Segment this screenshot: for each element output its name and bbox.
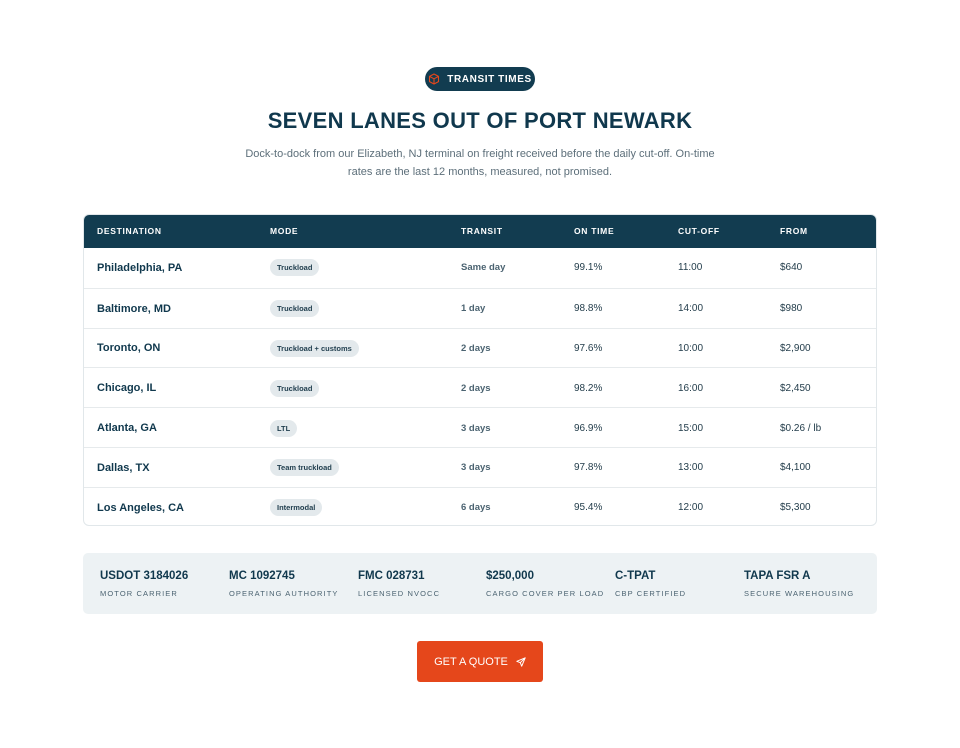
mode-cell — [270, 289, 319, 329]
header-destination: DESTINATION — [97, 226, 162, 236]
transit-cell: 3 days — [461, 422, 491, 434]
destination-cell: Dallas, TX — [97, 461, 150, 474]
credential-fmc — [358, 570, 440, 598]
header-from: FROM — [780, 226, 808, 236]
mode-cell — [270, 408, 297, 448]
header-on-time: ON TIME — [574, 226, 615, 236]
table-row — [84, 288, 876, 328]
price-cell: $980 — [780, 303, 803, 315]
price-cell: $2,900 — [780, 342, 811, 354]
credential-tapa — [744, 570, 854, 598]
credential-subtitle: SECURE WAREHOUSING — [744, 589, 855, 598]
on-time-cell: 99.1% — [574, 262, 603, 274]
on-time-cell: 96.9% — [574, 422, 603, 434]
mode-pill: Team truckload — [270, 459, 339, 476]
credential-title: C-TPAT — [615, 570, 656, 582]
table-header — [84, 215, 876, 248]
table-row — [84, 407, 876, 447]
table-row — [84, 328, 876, 368]
credential-title: FMC 028731 — [358, 570, 425, 582]
destination-cell: Chicago, IL — [97, 382, 157, 395]
price-cell: $4,100 — [780, 462, 811, 474]
cutoff-cell: 15:00 — [678, 422, 704, 434]
box-icon — [428, 73, 440, 85]
transit-cell: 6 days — [461, 502, 491, 514]
credential-subtitle: CBP CERTIFIED — [615, 589, 687, 598]
cutoff-cell: 16:00 — [678, 382, 704, 394]
table-row — [84, 367, 876, 407]
mode-pill: Intermodal — [270, 499, 322, 516]
cutoff-cell: 12:00 — [678, 502, 704, 514]
on-time-cell: 98.8% — [574, 303, 603, 315]
transit-cell: 2 days — [461, 382, 491, 394]
destination-cell: Atlanta, GA — [97, 422, 157, 435]
cutoff-cell: 11:00 — [678, 262, 703, 274]
credential-title: $250,000 — [486, 570, 534, 582]
mode-pill: Truckload — [270, 380, 319, 397]
section-badge — [425, 67, 535, 91]
mode-pill: Truckload — [270, 300, 319, 317]
header-transit: TRANSIT — [461, 226, 503, 236]
mode-cell — [270, 368, 319, 408]
on-time-cell: 95.4% — [574, 502, 603, 514]
credential-subtitle: CARGO COVER PER LOAD — [486, 589, 605, 598]
mode-cell — [270, 248, 319, 288]
mode-pill: Truckload — [270, 259, 319, 276]
destination-cell: Toronto, ON — [97, 342, 161, 355]
page-title: SEVEN LANES OUT OF PORT NEWARK — [267, 108, 693, 133]
mode-cell — [270, 488, 322, 526]
table-row — [84, 487, 876, 526]
transit-cell: 2 days — [461, 342, 491, 354]
price-cell: $2,450 — [780, 382, 811, 394]
on-time-cell: 97.6% — [574, 342, 603, 354]
transit-cell: 3 days — [461, 462, 491, 474]
intro-text: Dock-to-dock from our Elizabeth, NJ terminal on freight received before the daily cut-off. On-time rates are the last 12 months, measured, not promised. — [245, 148, 715, 178]
send-icon — [516, 657, 526, 667]
mode-cell — [270, 329, 359, 369]
get-quote-label: GET A QUOTE — [434, 655, 508, 668]
credential-subtitle: LICENSED NVOCC — [358, 589, 441, 598]
cutoff-cell: 14:00 — [678, 303, 704, 315]
credential-title: TAPA FSR A — [744, 570, 811, 582]
price-cell: $0.26 / lb — [780, 422, 822, 434]
table-body — [84, 248, 876, 526]
price-cell: $5,300 — [780, 502, 811, 514]
credential-title: MC 1092745 — [229, 570, 295, 582]
credential-cargo-cover — [486, 570, 604, 598]
on-time-cell: 97.8% — [574, 462, 603, 474]
destination-cell: Los Angeles, CA — [97, 501, 184, 514]
price-cell: $640 — [780, 262, 803, 274]
credential-subtitle: OPERATING AUTHORITY — [229, 589, 339, 598]
header-cutoff: CUT-OFF — [678, 226, 720, 236]
cutoff-cell: 13:00 — [678, 462, 704, 474]
cutoff-cell: 10:00 — [678, 342, 704, 354]
destination-cell: Philadelphia, PA — [97, 261, 183, 274]
mode-pill: Truckload + customs — [270, 340, 359, 357]
destination-cell: Baltimore, MD — [97, 302, 171, 315]
table-row — [84, 248, 876, 288]
credential-mc — [229, 570, 339, 598]
badge-label: TRANSIT TIMES — [447, 73, 532, 85]
transit-table — [83, 214, 877, 526]
credentials-bar — [83, 553, 877, 614]
get-quote-button[interactable] — [417, 641, 543, 682]
credential-ctpat — [615, 570, 686, 598]
on-time-cell: 98.2% — [574, 382, 603, 394]
transit-cell: 1 day — [461, 303, 486, 315]
transit-cell: Same day — [461, 262, 506, 274]
mode-pill: LTL — [270, 420, 297, 437]
table-row — [84, 447, 876, 487]
credential-title: USDOT 3184026 — [100, 570, 189, 582]
credential-usdot — [100, 570, 188, 598]
mode-cell — [270, 448, 339, 488]
header-mode: MODE — [270, 226, 299, 236]
credential-subtitle: MOTOR CARRIER — [100, 589, 178, 598]
